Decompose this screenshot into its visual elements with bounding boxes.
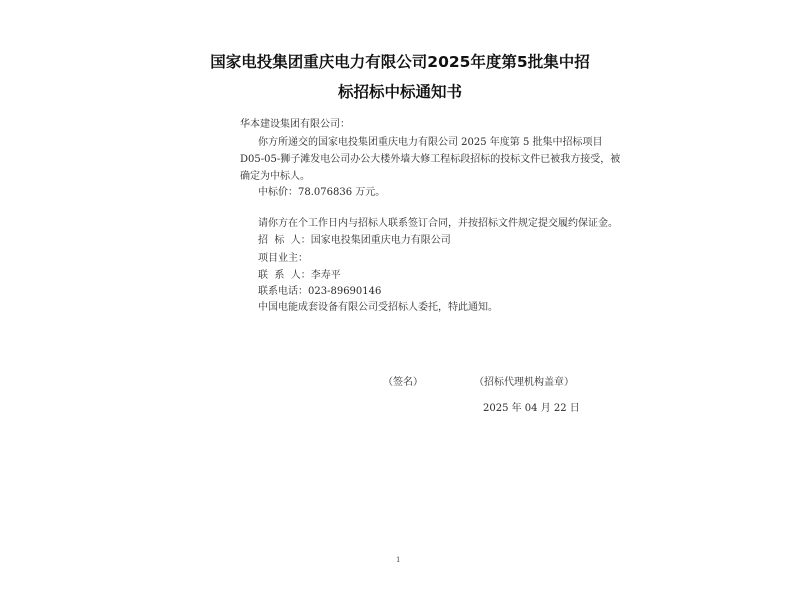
body-line-3: 确定为中标人。 bbox=[240, 171, 310, 182]
field-value: 023-89690146 bbox=[308, 286, 382, 297]
signature-label: （签名） bbox=[383, 377, 423, 388]
field-value: 国家电投集团重庆电力有限公司 bbox=[310, 235, 451, 246]
recipient: 华本建设集团有限公司： bbox=[240, 119, 350, 130]
seal-label: （招标代理机构盖章） bbox=[474, 377, 574, 388]
field-value: 李寿平 bbox=[310, 270, 341, 281]
field-project-owner bbox=[258, 253, 308, 265]
field-label: 联系电话： bbox=[258, 286, 308, 297]
issue-date: 2025 年 04 月 22 日 bbox=[483, 403, 580, 414]
field-label: 招 标 人： bbox=[258, 235, 311, 246]
instruction: 请你方在个工作日内与招标人联系签订合同，并按招标文件规定提交履约保证金。 bbox=[258, 218, 618, 229]
bid-price: 中标价：78.076836 万元。 bbox=[258, 187, 386, 198]
document-title-line-1: 国家电投集团重庆电力有限公司2025年度第5批集中招 bbox=[210, 53, 590, 71]
field-contact-phone bbox=[258, 286, 381, 298]
body-line-2: D05-05-狮子滩发电公司办公大楼外墙大修工程标段招标的投标文件已被我方接受，被 bbox=[240, 154, 621, 165]
field-contact-person bbox=[258, 270, 341, 282]
body-line-1: 你方所递交的国家电投集团重庆电力有限公司 2025 年度第 5 批集中招标项目 bbox=[258, 137, 603, 148]
page-number: 1 bbox=[396, 556, 401, 564]
document-title-line-2: 标招标中标通知书 bbox=[337, 83, 462, 101]
field-label: 项目业主： bbox=[258, 253, 308, 264]
field-tenderer bbox=[258, 235, 451, 247]
entrust-note: 中国电能成套设备有限公司受招标人委托，特此通知。 bbox=[258, 302, 498, 313]
field-label: 联 系 人： bbox=[258, 270, 311, 281]
